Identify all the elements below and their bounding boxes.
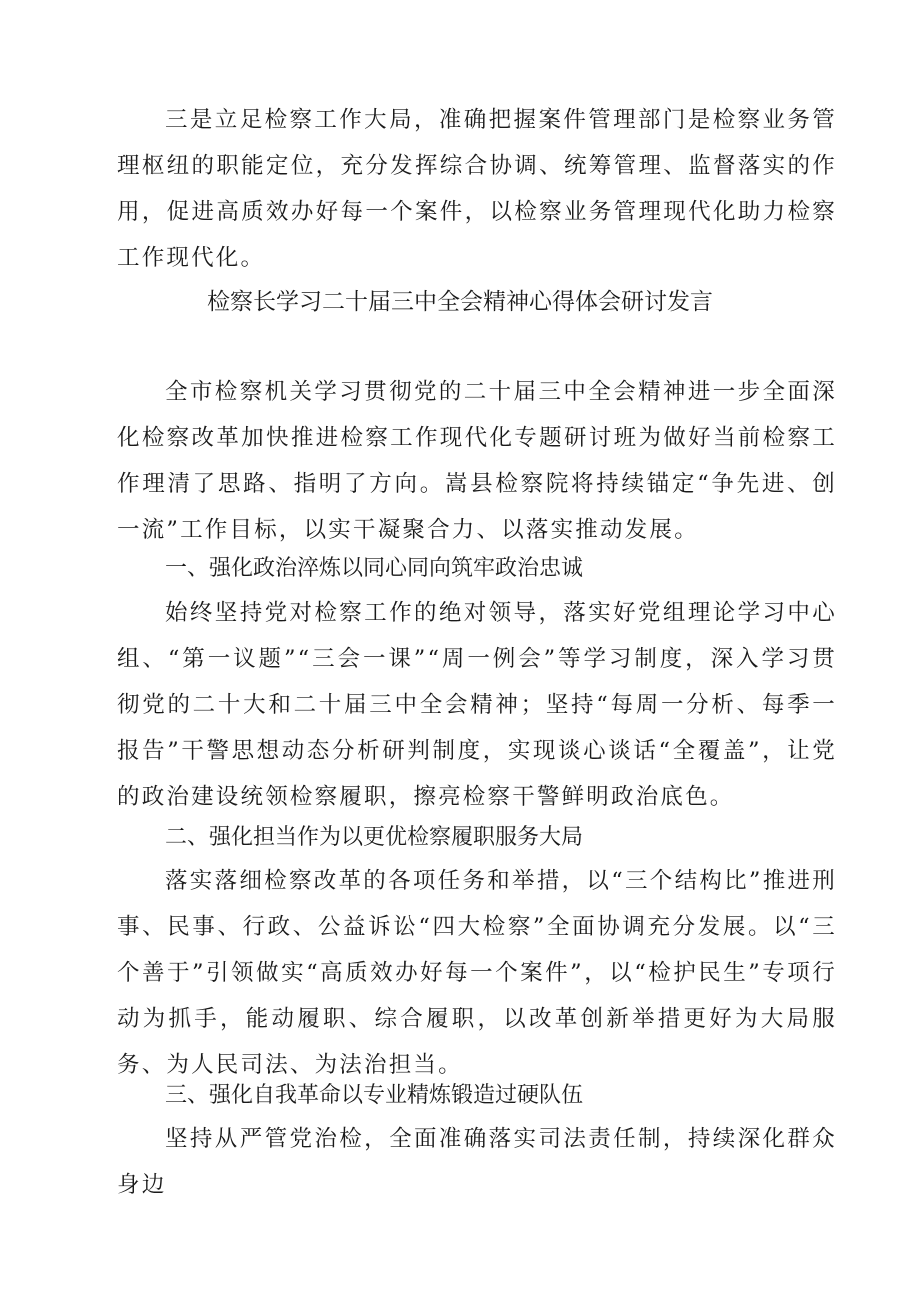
opening-paragraph: 全市检察机关学习贯彻党的二十届三中全会精神进一步全面深化检察改革加快推进检察工作现代化专题研讨班为做好当前检察工作理清了思路、指明了方向。嵩县检察院将持续锚定“争先进、创一流”工作目标，以实干凝聚合力、以落实推动发展。 <box>117 379 837 543</box>
section-body-1: 始终坚持党对检察工作的绝对领导，落实好党组理论学习中心组、“第一议题”“三会一课”“周一例会”等学习制度，深入学习贯彻党的二十大和二十届三中全会精神；坚持“每周一分析、每季一报告”干警思想动态分析研判制度，实现谈心谈话“全覆盖”，让党的政治建设统领检察履职，擦亮检察干警鲜明政治底色。 <box>117 600 837 810</box>
section-body-3: 坚持从严管党治检，全面准确落实司法责任制，持续深化群众身边 <box>117 1126 837 1198</box>
section-heading-1: 一、强化政治淬炼以同心同向筑牢政治忠诚 <box>165 556 584 581</box>
section-heading-2: 二、强化担当作为以更优检察履职服务大局 <box>165 825 584 850</box>
intro-paragraph: 三是立足检察工作大局，准确把握案件管理部门是检察业务管理枢纽的职能定位，充分发挥综合协调、统筹管理、监督落实的作用，促进高质效办好每一个案件，以检察业务管理现代化助力检察工作现代化。 <box>117 107 837 271</box>
section-heading-3: 三、强化自我革命以专业精炼锻造过硬队伍 <box>165 1083 584 1108</box>
section-body-2: 落实落细检察改革的各项任务和举措，以“三个结构比”推进刑事、民事、行政、公益诉讼“四大检察”全面协调充分发展。以“三个善于”引领做实“高质效办好每一个案件”，以“检护民生”专项行动为抓手，能动履职、综合履职，以改革创新举措更好为大局服务、为人民司法、为法治担当。 <box>117 868 837 1078</box>
document-title: 检察长学习二十届三中全会精神心得体会研讨发言 <box>207 289 713 315</box>
